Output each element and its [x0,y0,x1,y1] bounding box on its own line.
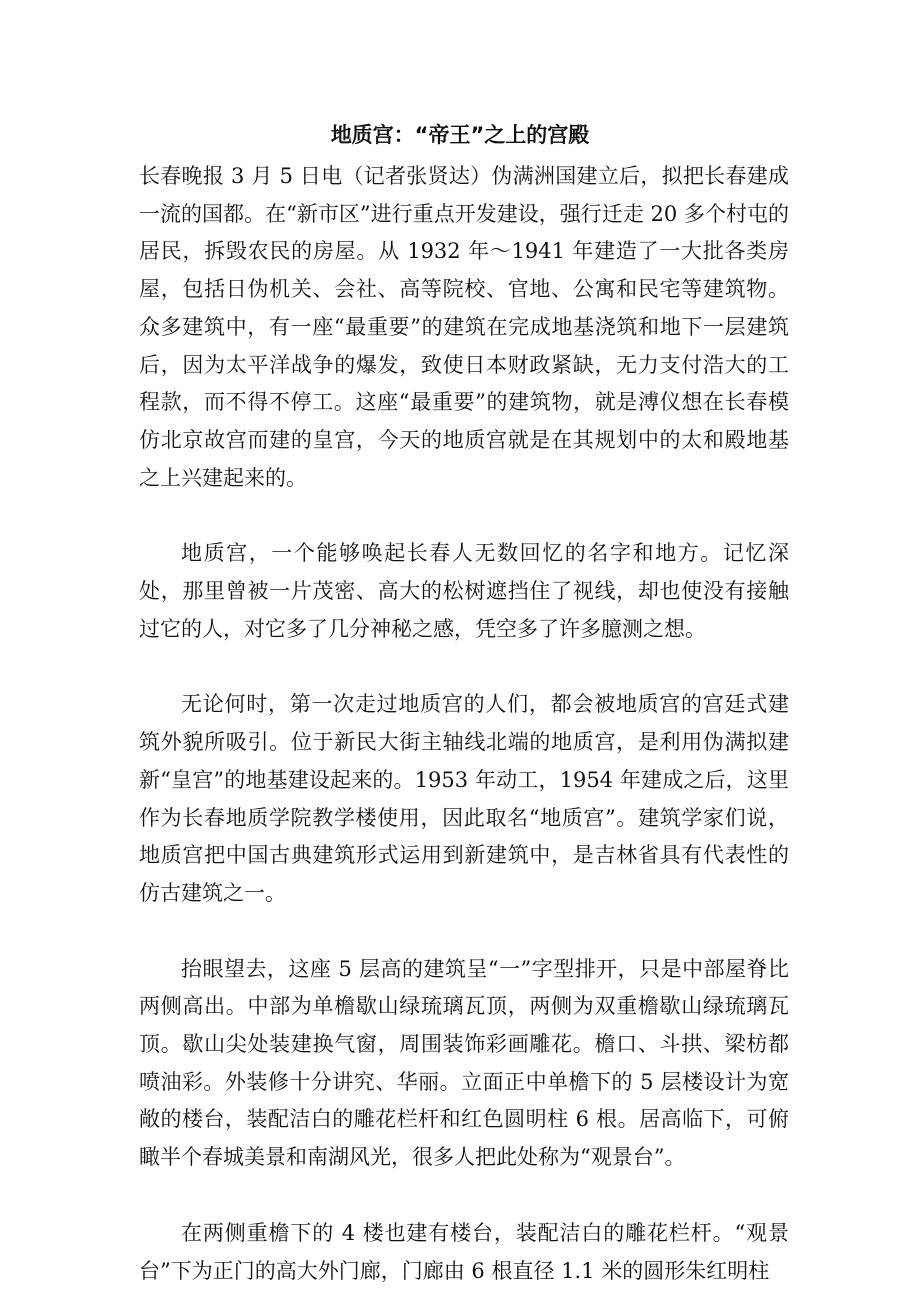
paragraph-gap [139,648,789,686]
paragraph-gap [139,497,789,535]
paragraph-gap [139,913,789,951]
paragraph-5: 在两侧重檐下的 4 楼也建有楼台，装配洁白的雕花栏杆。“观景台”下为正门的高大外门廊，门廊由 6 根直径 1.1 米的圆形朱红明柱 [139,1220,789,1283]
paragraph-3: 无论何时，第一次走过地质宫的人们，都会被地质宫的宫廷式建筑外貌所吸引。位于新民大街主轴线北端的地质宫，是利用伪满拟建新“皇宫”的地基建设起来的。1953 年动工，1954 年建成之后，这里作为长春地质学院教学楼使用，因此取名“地质宫”。建筑学家们说，地质宫把中国古典建筑形式运用到新建筑中，是吉林省具有代表性的仿古建筑之一。 [139,692,789,905]
paragraph-4: 抬眼望去，这座 5 层高的建筑呈“一”字型排开，只是中部屋脊比两侧高出。中部为单檐歇山绿琉璃瓦顶，两侧为双重檐歇山绿琉璃瓦顶。歇山尖处装建换气窗，周围装饰彩画雕花。檐口、斗拱、梁枋都喷油彩。外装修十分讲究、华丽。立面正中单檐下的 5 层楼设计为宽敞的楼台，装配洁白的雕花栏杆和红色圆明柱 6 根。居高临下，可俯瞰半个春城美景和南湖风光，很多人把此处称为“观景台”。 [139,956,789,1170]
paragraph-1: 长春晚报 3 月 5 日电（记者张贤达）伪满洲国建立后，拟把长春建成一流的国都。在“新市区”进行重点开发建设，强行迁走 20 多个村屯的居民，拆毁农民的房屋。从 1932 年～1941 年建造了一大批各类房屋，包括日伪机关、会社、高等院校、官地、公寓和民宅等建筑物。众多建筑中，有一座“最重要”的建筑在完成地基浇筑和地下一层建筑后，因为太平洋战争的爆发，致使日本财政紧缺，无力支付浩大的工程款，而不得不停工。这座“最重要”的建筑物，就是溥仪想在长春模仿北京故宫而建的皇宫，今天的地质宫就是在其规划中的太和殿地基之上兴建起来的。 [139,164,789,490]
document-title: 地质宫：“帝王”之上的宫殿 [330,123,590,147]
paragraph-gap [139,1177,789,1215]
paragraph-2: 地质宫，一个能够唤起长春人无数回忆的名字和地方。记忆深处，那里曾被一片茂密、高大的松树遮挡住了视线，却也使没有接触过它的人，对它多了几分神秘之感，凭空多了许多臆测之想。 [139,541,789,641]
document-body [139,158,789,1290]
